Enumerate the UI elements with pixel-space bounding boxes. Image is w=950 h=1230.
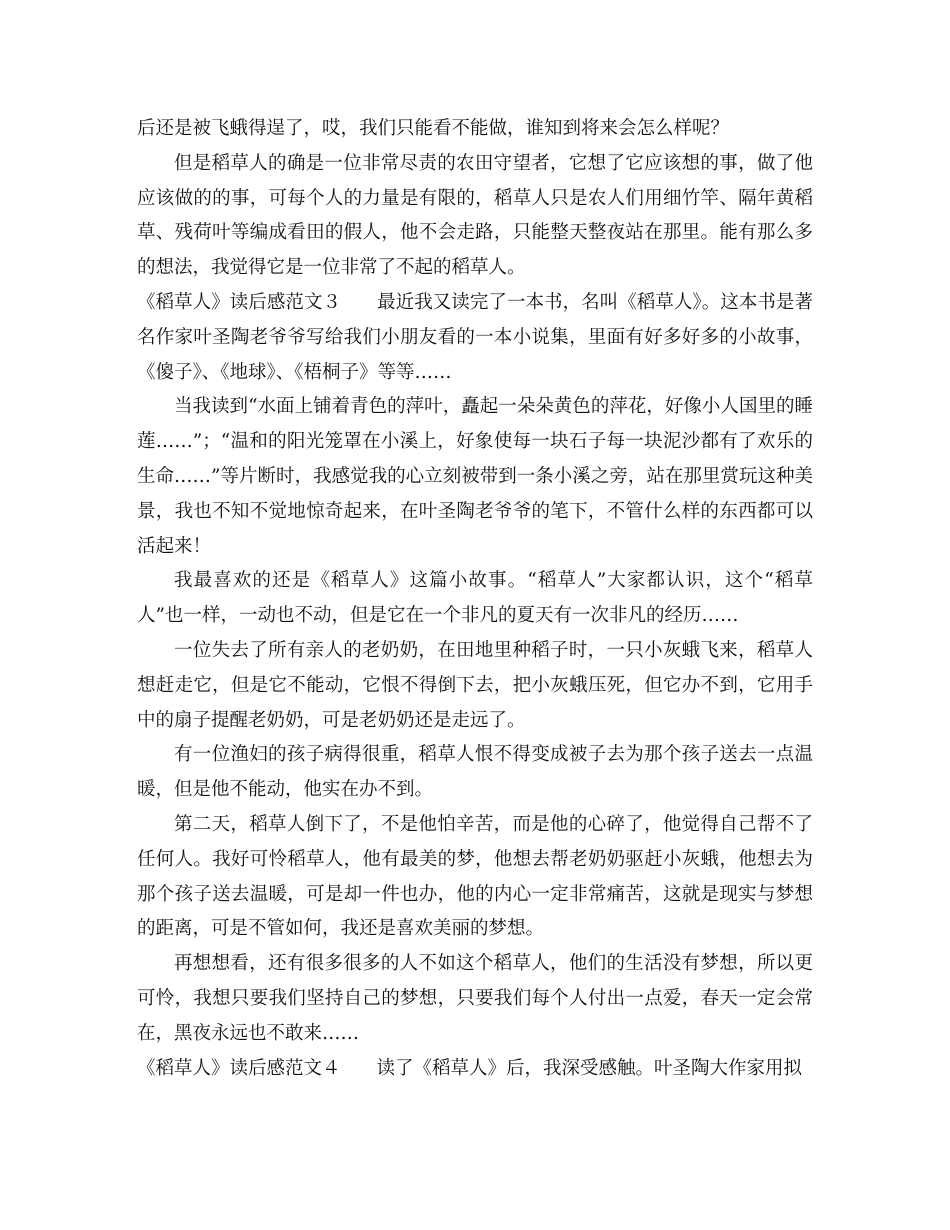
body-paragraph: 再想想看，还有很多很多的人不如这个稻草人，他们的生活没有梦想，所以更可怜，我想只要我们坚持自己的梦想，只要我们每个人付出一点爱，春天一定会常在，黑夜永远也不敢来…… [137,953,813,1044]
essay-opening-text: 最近我又读完了一本书，名叫《稻草人》。这本书是著名作家叶圣陶老爷爷写给我们小朋友看的一本小说集，里面有好多好多的小故事，《傻子》、《地球》、《梧桐子》等等…… [137,291,813,383]
essay-heading-4 [137,1052,813,1087]
body-paragraph: 但是稻草人的确是一位非常尽责的农田守望者，它想了它应该想的事，做了他应该做的的事，可每个人的力量是有限的，稻草人只是农人们用细竹竿、隔年黄稻草、残荷叶等编成看田的假人，他不会走路，只能整天整夜站在那里。能有那么多的想法，我觉得它是一位非常了不起的稻草人。 [137,152,813,279]
continuation-paragraph: 后还是被飞蛾得逞了，哎，我们只能看不能做，谁知到将来会怎么样呢？ [137,118,730,139]
essay-title: 《稻草人》读后感范文４ [137,1057,341,1079]
essay-opening-text: 读了《稻草人》后，我深受感触。叶圣陶大作家用拟 [376,1057,803,1079]
essay-heading-3 [137,286,813,390]
body-paragraph: 一位失去了所有亲人的老奶奶，在田地里种稻子时，一只小灰蛾飞来，稻草人想赶走它，但是它不能动，它恨不得倒下去，把小灰蛾压死，但它办不到，它用手中的扇子提醒老奶奶，可是老奶奶还是走远了。 [137,639,813,731]
essay-title: 《稻草人》读后感范文３ [137,291,342,313]
body-paragraph: 第二天，稻草人倒下了，不是他怕辛苦，而是他的心碎了，他觉得自己帮不了任何人。我好可怜稻草人，他有最美的梦，他想去帮老奶奶驱赶小灰蛾，他想去为那个孩子送去温暖，可是却一件也办，他的内心一定非常痛苦，这就是现实与梦想的距离，可是不管如何，我还是喜欢美丽的梦想。 [137,813,813,940]
body-paragraph: 当我读到“水面上铺着青色的萍叶，矗起一朵朵黄色的萍花，好像小人国里的睡莲……”；“温和的阳光笼罩在小溪上，好象使每一块石子每一块泥沙都有了欢乐的生命……”等片断时，我感觉我的心立刻被带到一条小溪之旁，站在那里赏玩这种美景，我也不知不觉地惊奇起来，在叶圣陶老爷爷的笔下，不管什么样的东西都可以活起来！ [137,396,813,557]
document-body [137,112,813,1086]
body-paragraph: 我最喜欢的还是《稻草人》这篇小故事。“稻草人”大家都认识，这个“稻草人”也一样，一动也不动，但是它在一个非凡的夏天有一次非凡的经历…… [137,570,813,627]
body-paragraph: 有一位渔妇的孩子病得很重，稻草人恨不得变成被子去为那个孩子送去一点温暖，但是他不能动，他实在办不到。 [137,744,813,801]
